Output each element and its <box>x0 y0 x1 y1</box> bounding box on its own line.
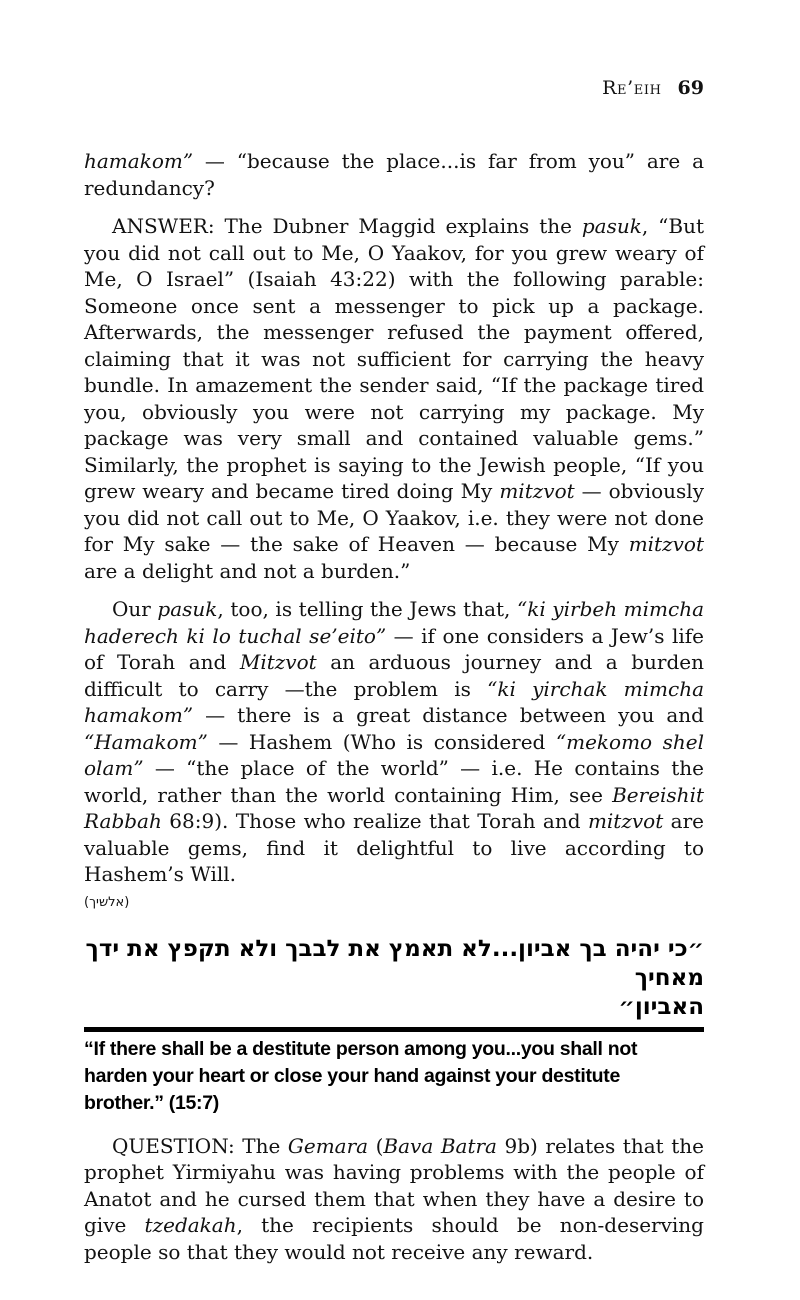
hebrew-verse-heading: ״כי יהיה בך אביון...לא תאמץ את לבבך ולא תקפץ את ידך מאחיך האביון״ <box>85 935 704 1020</box>
paragraph-question: QUESTION: The Gemara (Bava Batra 9b) relates that the prophet Yirmiyahu was having problems with the people of Anatot and he cursed them that when they have a desire to give tzedakah, the recipients should be non-deserving people so that they would not receive any reward. <box>84 1133 704 1264</box>
verse-translation-heading: “If there shall be a destitute person among you...you shall not harden your heart or close your hand against your destitute brother.” (15:7) <box>84 1037 638 1114</box>
paragraph-continuation: hamakom” — “because the place...is far from you” are a redundancy? <box>84 149 704 200</box>
page-number: 69 <box>677 77 704 99</box>
text-block <box>84 78 704 1265</box>
paragraph-answer: ANSWER: The Dubner Maggid explains the pasuk, “But you did not call out to Me, O Yaakov, for you grew weary of Me, O Israel” (Isaiah 43:22) with the following parable: Someone once sent a messenger to pick up a package. Afterwards, the messenger refused the payment offered, claiming that it was not sufficient for carrying the heavy bundle. In amazement the sender said, “If the package tired you, obviously you were not carrying my package. My package was very small and contained valuable gems.” Similarly, the prophet is saying to the Jewish people, “If you grew weary and became tired doing My mitzvot — obviously you did not call out to Me, O Yaakov, i.e. they were not done for My sake — the sake of Heaven — because My mitzvot are a delight and not a burden.” <box>84 214 704 583</box>
divider-rule <box>84 1027 704 1032</box>
section-title: Re’eih <box>602 77 662 99</box>
paragraph-our-pasuk: Our pasuk, too, is telling the Jews that, “ki yirbeh mimcha haderech ki lo tuchal se’eito” — if one considers a Jew’s life of Torah and Mitzvot an arduous journey and a burden difficult to carry —the problem is “ki yirchak mimcha hamakom” — there is a great distance between you and “Hamakom” — Hashem (Who is considered “mekomo shel olam” — “the place of the world” — i.e. He contains the world, rather than the world containing Him, see Bereishit Rabbah 68:9). Those who realize that Torah and mitzvot are valuable gems, find it delightful to live according to Hashem’s Will. <box>84 597 705 886</box>
source-attribution: (אלשיך) <box>84 894 130 910</box>
page-header <box>84 78 704 98</box>
